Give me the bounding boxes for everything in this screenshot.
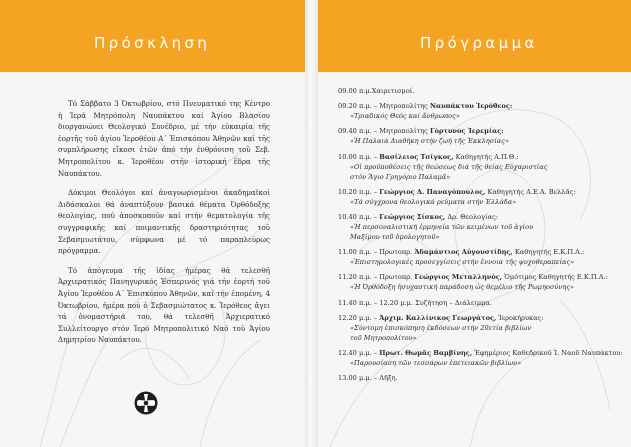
program-text: – bbox=[371, 348, 380, 357]
program-item bbox=[338, 187, 608, 207]
program-speaker-role: Καθηγητής Α.Π.Θ.: bbox=[453, 152, 519, 161]
program-item-line bbox=[338, 187, 608, 197]
program-time: 10.20 π.μ. bbox=[338, 187, 372, 196]
program-title: Πρόγραμμα bbox=[420, 34, 538, 52]
program-item-line bbox=[338, 348, 623, 358]
program-item-line bbox=[338, 86, 608, 96]
program-text: – Πρωτοπρ. bbox=[371, 248, 415, 257]
invitation-text bbox=[58, 98, 270, 346]
page-fold bbox=[305, 0, 318, 447]
program-speaker: Βασίλειος Τσίγκος, bbox=[379, 152, 454, 161]
program-item bbox=[338, 247, 608, 267]
program-text: Χαιρετισμοί. bbox=[371, 87, 415, 95]
program-text: – bbox=[371, 313, 380, 322]
program-item bbox=[338, 272, 608, 292]
program-item-line bbox=[338, 126, 608, 136]
program-list bbox=[338, 86, 623, 388]
program-talk-title: «Τριαδικός Θεός καί ἄνθρωπος» bbox=[350, 112, 460, 121]
program-item-line bbox=[338, 152, 608, 162]
invitation-paragraph: Δόκιμοι Θεολόγοι καί ἀναγνωρισμένοι ἀκαδημαϊκοί Διδάσκαλοι θά ἀναπτύξουν βασικά θέματα Ὀρθόδοξης θεολογίας, πού ἀποσκοποῦν καί στήν θεματολογία τῆς συγγραφικῆς καί ποιμαντικῆς δραστηριότητας τοῦ Σεβασμιωτάτου, σύμφωνα μέ τό παραπλεύρως πρόγραμμα. bbox=[58, 188, 270, 256]
program-speaker-role: Καθηγητής Α.Ε.Α. Βελλᾶς: bbox=[485, 187, 576, 196]
program-talk-title: «Σύντομη ἐπισκόπηση ἐκδόσεων στήν 20ετία βιβλίων bbox=[350, 323, 532, 332]
program-speaker-role: Ἱεροκήρυκας: bbox=[496, 313, 544, 322]
program-time: 12.40 μ.μ. bbox=[338, 348, 372, 357]
program-talk-title: «Ἡ Παλαιά Διαθήκη στήν ζωή τῆς Ἐκκλησίας» bbox=[350, 137, 509, 146]
program-time: 09.40 π.μ. bbox=[338, 127, 372, 136]
program-text: – Μητροπολίτης bbox=[371, 102, 430, 111]
program-time: 10.40 π.μ. bbox=[338, 212, 372, 221]
program-speaker-role: Ἐφημέριος Καθεδρικοῦ Ἱ. Ναοῦ Ναυπάκτου: bbox=[472, 348, 623, 357]
invitation-title: Πρόσκληση bbox=[94, 34, 211, 52]
program-text: – bbox=[371, 152, 380, 161]
program-time: 09.20 π.μ. bbox=[338, 102, 372, 111]
program-talk-title: «Ἡ περσοναλιστική ἑρμηνεία τῶν κειμένων τοῦ ἁγίου bbox=[350, 222, 534, 231]
program-time: 12.20 μ.μ. bbox=[338, 313, 372, 322]
program-item-line bbox=[338, 298, 608, 308]
program-item-line bbox=[338, 373, 608, 383]
program-time: 11.40 π.μ. bbox=[338, 298, 372, 307]
program-talk-title-cont: Μαξίμου τοῦ ὁμολογητοῦ» bbox=[350, 232, 440, 241]
program-text: – Μητροπολίτης bbox=[371, 127, 430, 136]
program-talk-title: «Παρουσίαση τῶν τεσσάρων ἐπετειακῶν βιβλίων» bbox=[350, 358, 522, 367]
program-talk-title-cont: στόν Ἅγιο Γρηγόριο Παλαμᾶ» bbox=[350, 172, 451, 181]
program-talk-title: «Οἱ προϋποθέσεις τῆς θεώσεως διά τῆς θείας Εὐχαριστίας bbox=[350, 162, 548, 171]
program-speaker: Ναυπάκτου Ἱερόθεος: bbox=[429, 102, 513, 111]
program-item bbox=[338, 86, 608, 96]
program-speaker: Ἀδαμάντιος Αὐγουστίδης, bbox=[414, 248, 513, 257]
program-item-line bbox=[338, 247, 608, 257]
program-text: – bbox=[371, 212, 380, 221]
program-speaker: Γεώργιος Μεταλληνός, bbox=[414, 273, 503, 282]
program-talk-title-cont: τοῦ Μητροπολίτου» bbox=[350, 333, 417, 342]
program-item bbox=[338, 152, 608, 182]
program-speaker-role: Δρ. Θεολογίας: bbox=[445, 212, 499, 221]
program-text: – 12.20 μ.μ. Συζήτηση – Διάλειμμα. bbox=[371, 298, 492, 307]
program-time: 09.00 π.μ. bbox=[338, 87, 372, 95]
program-speaker-role: Ὁμότιμος Καθηγητής Ε.Κ.Π.Α.: bbox=[502, 273, 608, 282]
program-speaker: Πρωτ. Θωμᾶς Βαμβίνης, bbox=[379, 348, 473, 357]
program-item bbox=[338, 298, 608, 308]
program-item bbox=[338, 348, 623, 368]
program-talk-title: «Τά σύγχρονα θεολογικά ρεύματα στήν Ἑλλάδα» bbox=[350, 197, 517, 206]
program-text: – Λῆξη. bbox=[371, 374, 398, 383]
program-speaker: Ἀρχιμ. Καλλίνικος Γεωργάτος, bbox=[379, 313, 497, 322]
program-talk-title: «Ἡ Ὀρθόδοξη ἡσυχαστική παράδοση ὡς θεμέλιο τῆς Ρωμηοσύνης» bbox=[350, 283, 575, 292]
invitation-paragraph: Τό ἀπόγευμα τῆς ἰδίας ἡμέρας θά τελεσθῆ Ἀρχιερατικός Πανηγυρικός Ἑσπερινός γιά τήν ἑορτή τοῦ Ἁγίου Ἱεροθέου Α΄ Ἐπισκόπου Ἀθηνῶν, καί τήν ἑπομένη, 4 Ὀκτωβρίου, ἡμέρα πού ὁ Σεβασμιώτατος κ. Ἱερόθεος ἄγει τά ὀνομαστήριά του, θά τελεσθῆ Ἀρχιερατικό Συλλείτουργο στόν Ἱερό Μητροπολιτικό Ναό τοῦ Ἁγίου Δημητρίου Ναυπάκτου. bbox=[58, 265, 270, 345]
program-speaker: Γόρτυνος Ἱερεμίας: bbox=[429, 127, 504, 136]
program-talk-title: «Ἐπιστημολογικές προσεγγίσεις στήν ἔννοια τῆς ψυχοθεραπείας» bbox=[350, 258, 575, 267]
program-item-line bbox=[338, 313, 608, 323]
program-item-line bbox=[338, 101, 608, 111]
cross-emblem-icon bbox=[134, 391, 158, 415]
program-speaker: Γεώργιος Σίσκος, bbox=[379, 212, 446, 221]
program-item bbox=[338, 373, 608, 383]
program-speaker-role: Καθηγητής Ε.Κ.Π.Α.: bbox=[512, 248, 585, 257]
program-item bbox=[338, 212, 608, 242]
program-item-line bbox=[338, 272, 608, 282]
program-text: – Πρωτοπρ. bbox=[371, 273, 415, 282]
program-time: 10.00 π.μ. bbox=[338, 152, 372, 161]
program-time: 11.00 π.μ. bbox=[338, 248, 372, 257]
program-time: 11.20 π.μ. bbox=[338, 273, 372, 282]
program-item bbox=[338, 101, 608, 121]
invitation-paragraph: Τό Σάββατο 3 Ὀκτωβρίου, στό Πνευματικό της Κέντρο ἡ Ἱερά Μητρόπολη Ναυπάκτου καί Ἁγίου Βλασίου διοργανώνει Θεολογικό Συνέδριο, μέ τήν εὐκαιρία τῆς ἑορτῆς τοῦ ἁγίου Ἱεροθέου Α΄ Ἐπισκόπου Ἀθηνῶν καί τῆς συμπλήρωσης εἴκοσι ἐτῶν ἀπό τήν ἐνθρόνιση τοῦ Σεβ. Μητροπολίτου κ. Ἱεροθέου στήν ἱστορική ἕδρα τῆς Ναυπάκτου. bbox=[58, 99, 270, 178]
program-item bbox=[338, 313, 608, 343]
program-item bbox=[338, 126, 608, 146]
program-item-line bbox=[338, 212, 608, 222]
program-time: 13.00 μ.μ. bbox=[338, 374, 372, 383]
program-text: – bbox=[371, 187, 380, 196]
program-speaker: Γεώργιος Δ. Παναγόπουλος, bbox=[379, 187, 486, 196]
